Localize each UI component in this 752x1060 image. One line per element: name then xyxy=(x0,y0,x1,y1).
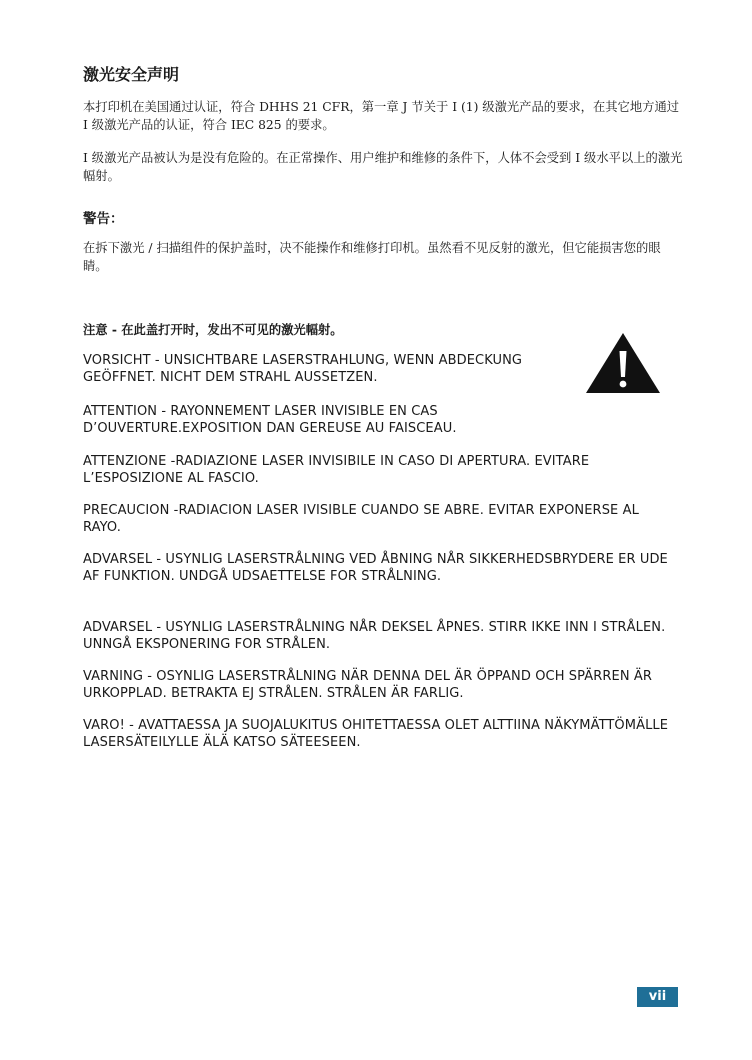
class1-paragraph: I 级激光产品被认为是没有危险的。在正常操作、用户维护和维修的条件下，人体不会受到 I 级水平以上的激光幅射。 xyxy=(83,151,683,183)
certification-paragraph: 本打印机在美国通过认证，符合 DHHS 21 CFR，第一章 J 节关于 I (1) 级激光产品的要求，在其它地方通过 I 级激光产品的认证，符合 IEC 825 的要求。 xyxy=(83,100,680,132)
page-title: 激光安全声明 xyxy=(83,65,180,84)
warning-italian: ATTENZIONE -RADIAZIONE LASER INVISIBILE IN CASO DI APERTURA. EVITARE L’ESPOSIZIONE AL FASCIO. xyxy=(83,454,590,486)
caution-cn: 注意 - 在此盖打开时，发出不可见的激光幅射。 xyxy=(83,323,343,337)
page-number-badge: vii xyxy=(637,987,678,1007)
warning-norwegian: ADVARSEL - USYNLIG LASERSTRÅLNING NÅR DEKSEL ÅPNES. STIRR IKKE INN I STRÅLEN. UNNGÅ EKSPONERING FOR STRÅLEN. xyxy=(83,620,666,652)
warning-heading: 警告： xyxy=(83,211,124,227)
warning-danish: ADVARSEL - USYNLIG LASERSTRÅLNING VED ÅBNING NÅR SIKKERHEDSBRYDERE ER UDE AF FUNKTION. UNDGÅ UDSAETTELSE FOR STRÅLNING. xyxy=(83,552,668,584)
warning-french: ATTENTION - RAYONNEMENT LASER INVISIBLE EN CAS D’OUVERTURE.EXPOSITION DAN GEREUSE AU FAISCEAU. xyxy=(83,404,457,436)
warning-german: VORSICHT - UNSICHTBARE LASERSTRAHLUNG, WENN ABDECKUNG GEÖFFNET. NICHT DEM STRAHL AUSSETZEN. xyxy=(83,353,523,385)
warning-spanish: PRECAUCION -RADIACION LASER IVISIBLE CUANDO SE ABRE. EVITAR EXPONERSE AL RAYO. xyxy=(83,503,639,535)
warning-text: 在拆下激光 / 扫描组件的保护盖时，决不能操作和维修打印机。虽然看不见反射的激光，但它能损害您的眼睛。 xyxy=(83,241,661,273)
warning-triangle-icon xyxy=(584,331,662,395)
warning-swedish: VARNING - OSYNLIG LASERSTRÅLNING NÄR DENNA DEL ÄR ÖPPAND OCH SPÄRREN ÄR URKOPPLAD. BETRAKTA EJ STRÅLEN. STRÅLEN ÄR FARLIG. xyxy=(83,669,653,701)
warning-finnish: VARO! - AVATTAESSA JA SUOJALUKITUS OHITETTAESSA OLET ALTTIINA NÄKYMÄTTÖMÄLLE LASERSÄTEILYLLE ÄLÄ KATSO SÄTEESEEN. xyxy=(83,718,669,750)
